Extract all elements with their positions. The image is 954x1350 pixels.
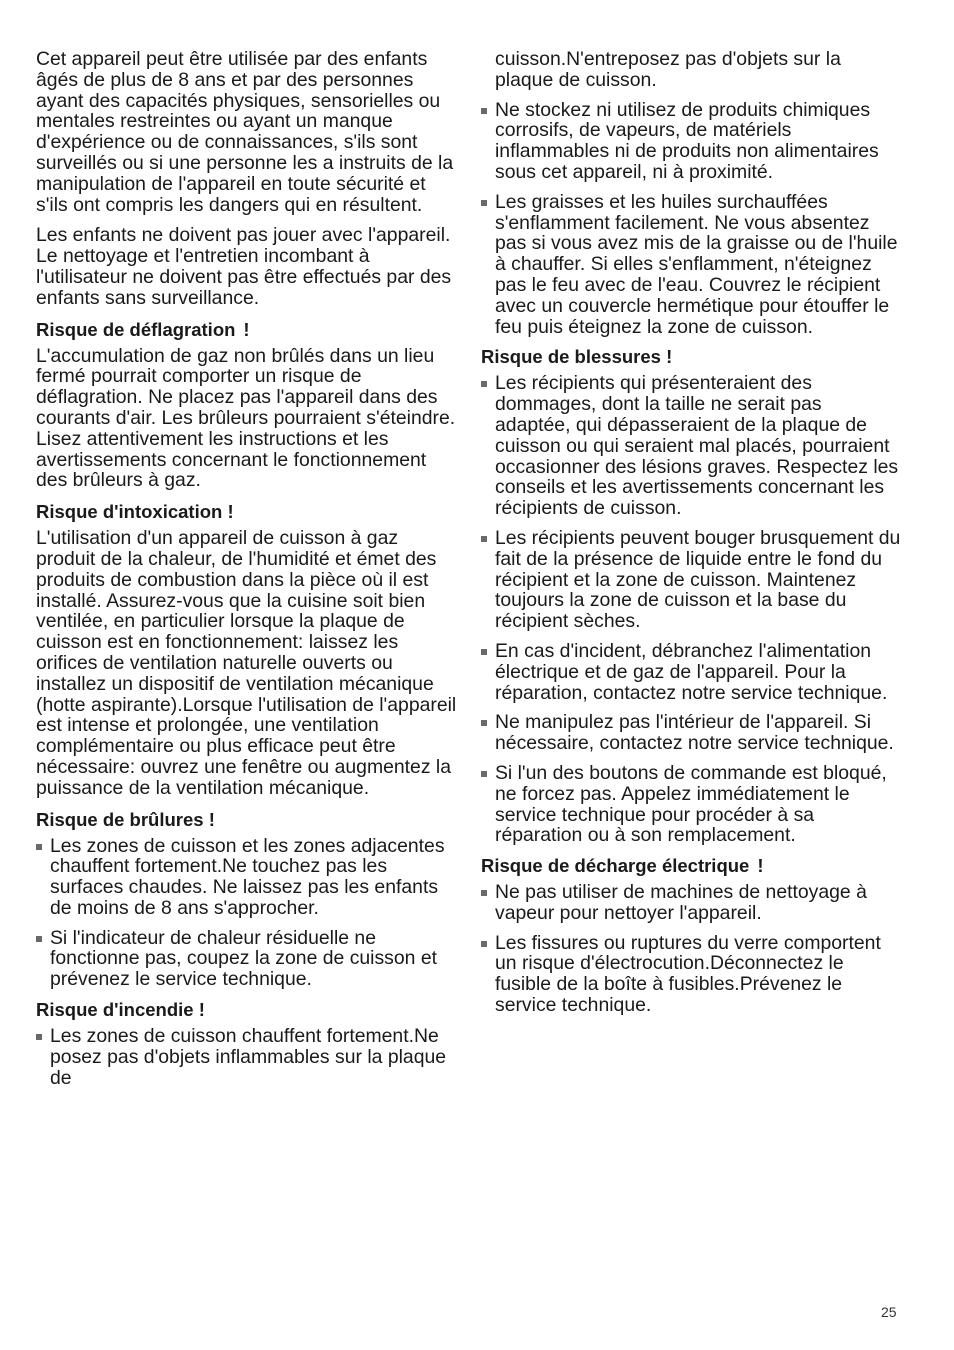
list-item: Si l'un des boutons de commande est bloqué, ne forcez pas. Appelez immédiatement le service technique pour procéder à sa réparation ou à son remplacement. xyxy=(481,763,901,846)
brulures-heading: Risque de brûlures ! xyxy=(36,808,215,830)
list-item: Les récipients peuvent bouger brusquement du fait de la présence de liquide entre le fond du récipient et la zone de cuisson. Maintenez toujours la zone de cuisson et la base du récipient sèches. xyxy=(481,528,901,632)
bullet-icon xyxy=(36,1034,42,1040)
list-item: Ne manipulez pas l'intérieur de l'appareil. Si nécessaire, contactez notre service technique. xyxy=(481,712,901,754)
list-item: En cas d'incident, débranchez l'alimentation électrique et de gaz de l'appareil. Pour la réparation, contactez notre service technique. xyxy=(481,641,901,703)
incendie-heading: Risque d'incendie ! xyxy=(36,999,205,1021)
incendie-list xyxy=(36,1026,460,1088)
incendie-continuation: cuisson.N'entreposez pas d'objets sur la plaque de cuisson. xyxy=(495,48,841,91)
list-item: Les fissures ou ruptures du verre comportent un risque d'électrocution.Déconnectez le fusible de la boîte à fusibles.Prévenez le service technique. xyxy=(481,933,901,1016)
intoxication-text: L'utilisation d'un appareil de cuisson à gaz produit de la chaleur, de l'humidité et émet des produits de combustion dans la pièce où il est installé. Assurez-vous que la cuisine soit bien ventilée, en particulier lorsque la plaque de cuisson est en fonctionnement: laissez les orifices de ventilation naturelle ouverts ou installez un dispositif de ventilation mécanique (hotte aspirante).Lorsque l'utilisation de l'appareil est intense et prolongée, une ventilation complémentaire ou plus efficace peut être nécessaire: ouvrez une fenêtre ou augmentez la puissance de la ventilation mécanique. xyxy=(36,527,457,799)
list-item: Les zones de cuisson chauffent fortement.Ne posez pas d'objets inflammables sur la plaque de xyxy=(36,1026,460,1088)
incendie-list-continued xyxy=(481,100,901,338)
bullet-icon xyxy=(481,890,487,896)
electrique-list xyxy=(481,882,901,1016)
list-item: Ne stockez ni utilisez de produits chimiques corrosifs, de vapeurs, de matériels inflammables ni de produits non alimentaires sous cet appareil, ni à proximité. xyxy=(481,100,901,183)
page-number: 25 xyxy=(881,1304,897,1320)
deflagration-heading: Risque de déflagration ! xyxy=(36,318,250,340)
intro-paragraph-2: Les enfants ne doivent pas jouer avec l'appareil. Le nettoyage et l'entretien incombant à l'utilisateur ne doivent pas être effectués par des enfants sans surveillance. xyxy=(36,224,452,309)
bullet-icon xyxy=(481,381,487,387)
bullet-icon xyxy=(481,649,487,655)
list-item: Les récipients qui présenteraient des dommages, dont la taille ne serait pas adaptée, qui dépasseraient de la plaque de cuisson ou qui seraient mal placés, pourraient occasionner des lésions graves. Respectez les conseils et les avertissements concernant les récipients de cuisson. xyxy=(481,373,901,519)
list-item: Ne pas utiliser de machines de nettoyage à vapeur pour nettoyer l'appareil. xyxy=(481,882,901,924)
blessures-heading: Risque de blessures ! xyxy=(481,346,673,368)
bullet-icon xyxy=(481,200,487,206)
left-column xyxy=(36,49,460,1097)
list-item: Si l'indicateur de chaleur résiduelle ne fonctionne pas, coupez la zone de cuisson et prévenez le service technique. xyxy=(36,928,460,990)
bullet-icon xyxy=(481,536,487,542)
intro-paragraph-1: Cet appareil peut être utilisée par des enfants âgés de plus de 8 ans et par des personnes ayant des capacités physiques, sensorielles ou mentales restreintes ou ayant un manque d'expérience ou de connaissances, s'ils sont surveillés ou si une personne les a instruits de la manipulation de l'appareil en toute sécurité et s'ils ont compris les dangers qui en résultent. xyxy=(36,48,454,216)
list-item: Les graisses et les huiles surchauffées s'enflamment facilement. Ne vous absentez pas si vous avez mis de la graisse ou de l'huile à chauffer. Si elles s'enflamment, n'éteignez pas le feu avec de l'eau. Couvrez le récipient avec un couvercle hermétique pour étouffer le feu puis éteignez la zone de cuisson. xyxy=(481,192,901,338)
right-column xyxy=(481,49,901,1025)
blessures-list xyxy=(481,373,901,846)
deflagration-text: L'accumulation de gaz non brûlés dans un lieu fermé pourrait comporter un risque de déflagration. Ne placez pas l'appareil dans des courants d'air. Les brûleurs pourraient s'éteindre. Lisez attentivement les instructions et les avertissements concernant le fonctionnement des brûleurs à gaz. xyxy=(36,344,456,492)
brulures-list xyxy=(36,836,460,991)
bullet-icon xyxy=(481,941,487,947)
bullet-icon xyxy=(36,844,42,850)
bullet-icon xyxy=(481,108,487,114)
electrique-heading: Risque de décharge électrique ! xyxy=(481,855,764,877)
list-item: Les zones de cuisson et les zones adjacentes chauffent fortement.Ne touchez pas les surfaces chaudes. Ne laissez pas les enfants de moins de 8 ans s'approcher. xyxy=(36,836,460,919)
bullet-icon xyxy=(481,771,487,777)
bullet-icon xyxy=(36,936,42,942)
intoxication-heading: Risque d'intoxication ! xyxy=(36,501,234,523)
bullet-icon xyxy=(481,720,487,726)
